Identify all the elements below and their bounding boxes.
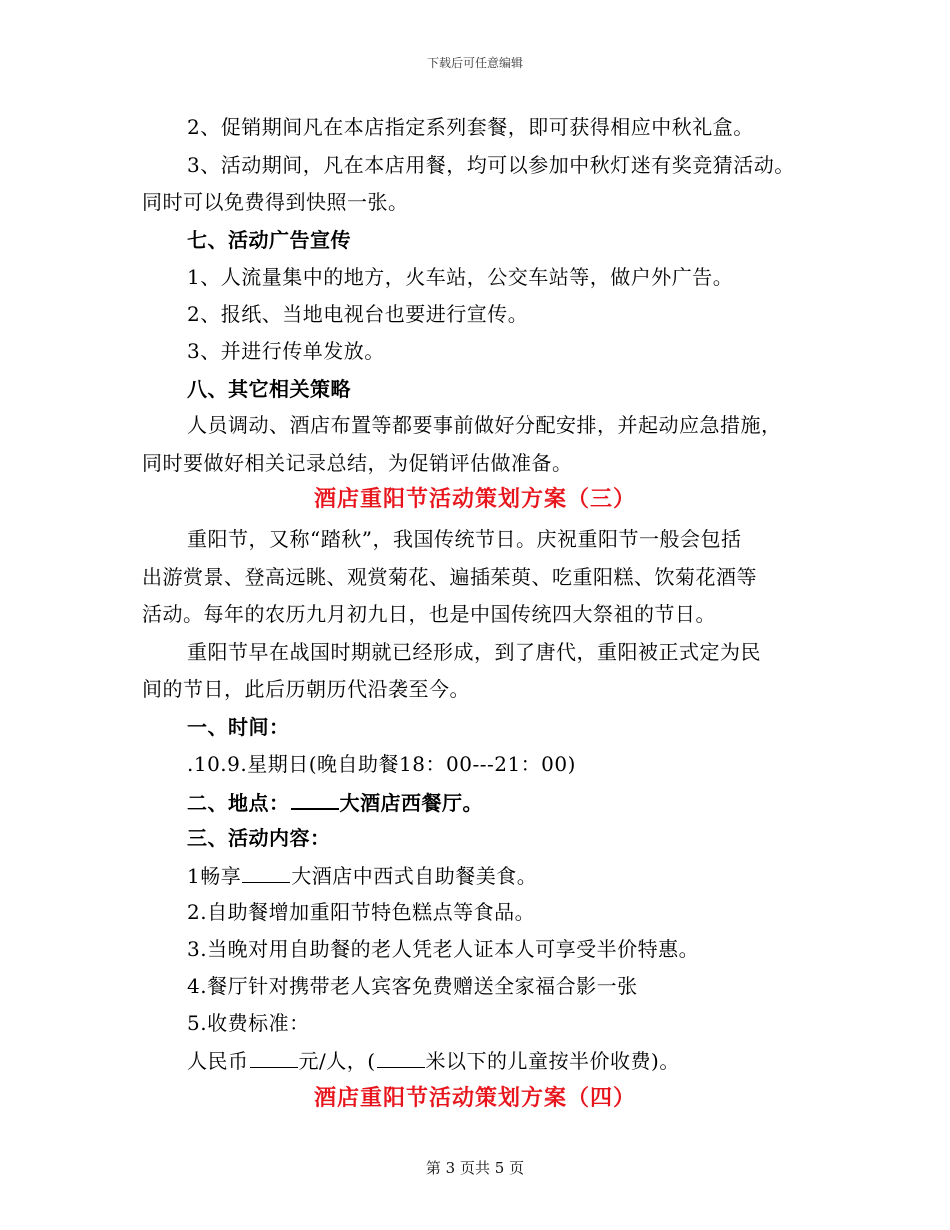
paragraph-line: .10.9.星期日(晚自助餐18：00---21：00): [187, 752, 576, 776]
location-label: 二、地点：: [187, 791, 290, 815]
paragraph-line: 3、活动期间，凡在本店用餐，均可以参加中秋灯迷有奖竞猜活动。: [187, 153, 795, 177]
paragraph-line: 2、报纸、当地电视台也要进行宣传。: [187, 302, 529, 326]
paragraph-line: 同时要做好相关记录总结，为促销评估做准备。: [142, 451, 573, 475]
paragraph-line: 人员调动、酒店布置等都要事前做好分配安排，并起动应急措施，: [187, 413, 782, 437]
blank-field: [291, 788, 339, 810]
page-header: 下载后可任意编辑: [426, 56, 523, 70]
paragraph-line: 同时可以免费得到快照一张。: [142, 190, 409, 214]
section-title: 酒店重阳节活动策划方案（四）: [313, 1085, 636, 1111]
section-heading: 七、活动广告宣传: [187, 228, 351, 252]
paragraph-line: 5.收费标准：: [187, 1011, 310, 1035]
line-text: 大酒店中西式自助餐美食。: [291, 864, 538, 888]
line-text: 1畅享: [187, 864, 242, 888]
paragraph-line: 3.当晚对用自助餐的老人凭老人证本人可享受半价特惠。: [187, 937, 700, 961]
paragraph-line: [187, 1047, 680, 1074]
line-text: 米以下的儿童按半价收费)。: [425, 1049, 680, 1073]
location-line: [187, 788, 483, 816]
blank-field: [250, 1047, 298, 1068]
section-title: 酒店重阳节活动策划方案（三）: [313, 486, 636, 512]
paragraph-line: 4.餐厅针对携带老人宾客免费赠送全家福合影一张: [187, 974, 638, 998]
page-footer: 第 3 页共 5 页: [425, 1159, 525, 1177]
line-text: 人民币: [187, 1049, 249, 1073]
section-heading: 八、其它相关策略: [187, 377, 351, 401]
paragraph-line: 重阳节早在战国时期就已经形成，到了唐代，重阳被正式定为民: [187, 640, 761, 664]
location-value: 大酒店西餐厅。: [339, 791, 483, 815]
section-heading: 三、活动内容：: [187, 826, 331, 850]
paragraph-line: 2.自助餐增加重阳节特色糕点等食品。: [187, 900, 536, 924]
blank-field: [242, 862, 290, 883]
paragraph-line: 1、人流量集中的地方，火车站，公交车站等，做户外广告。: [187, 265, 734, 289]
paragraph-line: 重阳节，又称“踏秋”，我国传统节日。庆祝重阳节一般会包括: [187, 527, 742, 551]
paragraph-line: 活动。每年的农历九月初九日，也是中国传统四大祭祖的节日。: [142, 602, 716, 626]
line-text: 元/人，(: [298, 1049, 376, 1073]
paragraph-line: 3、并进行传单发放。: [187, 339, 385, 363]
paragraph-line: 出游赏景、登高远眺、观赏菊花、遍插茱萸、吃重阳糕、饮菊花酒等: [142, 565, 757, 589]
paragraph-line: 间的节日，此后历朝历代沿袭至今。: [142, 677, 470, 701]
paragraph-line: [187, 862, 537, 889]
section-heading: 一、时间：: [187, 715, 290, 739]
paragraph-line: 2、促销期间凡在本店指定系列套餐，即可获得相应中秋礼盒。: [187, 115, 754, 139]
blank-field: [377, 1047, 425, 1068]
